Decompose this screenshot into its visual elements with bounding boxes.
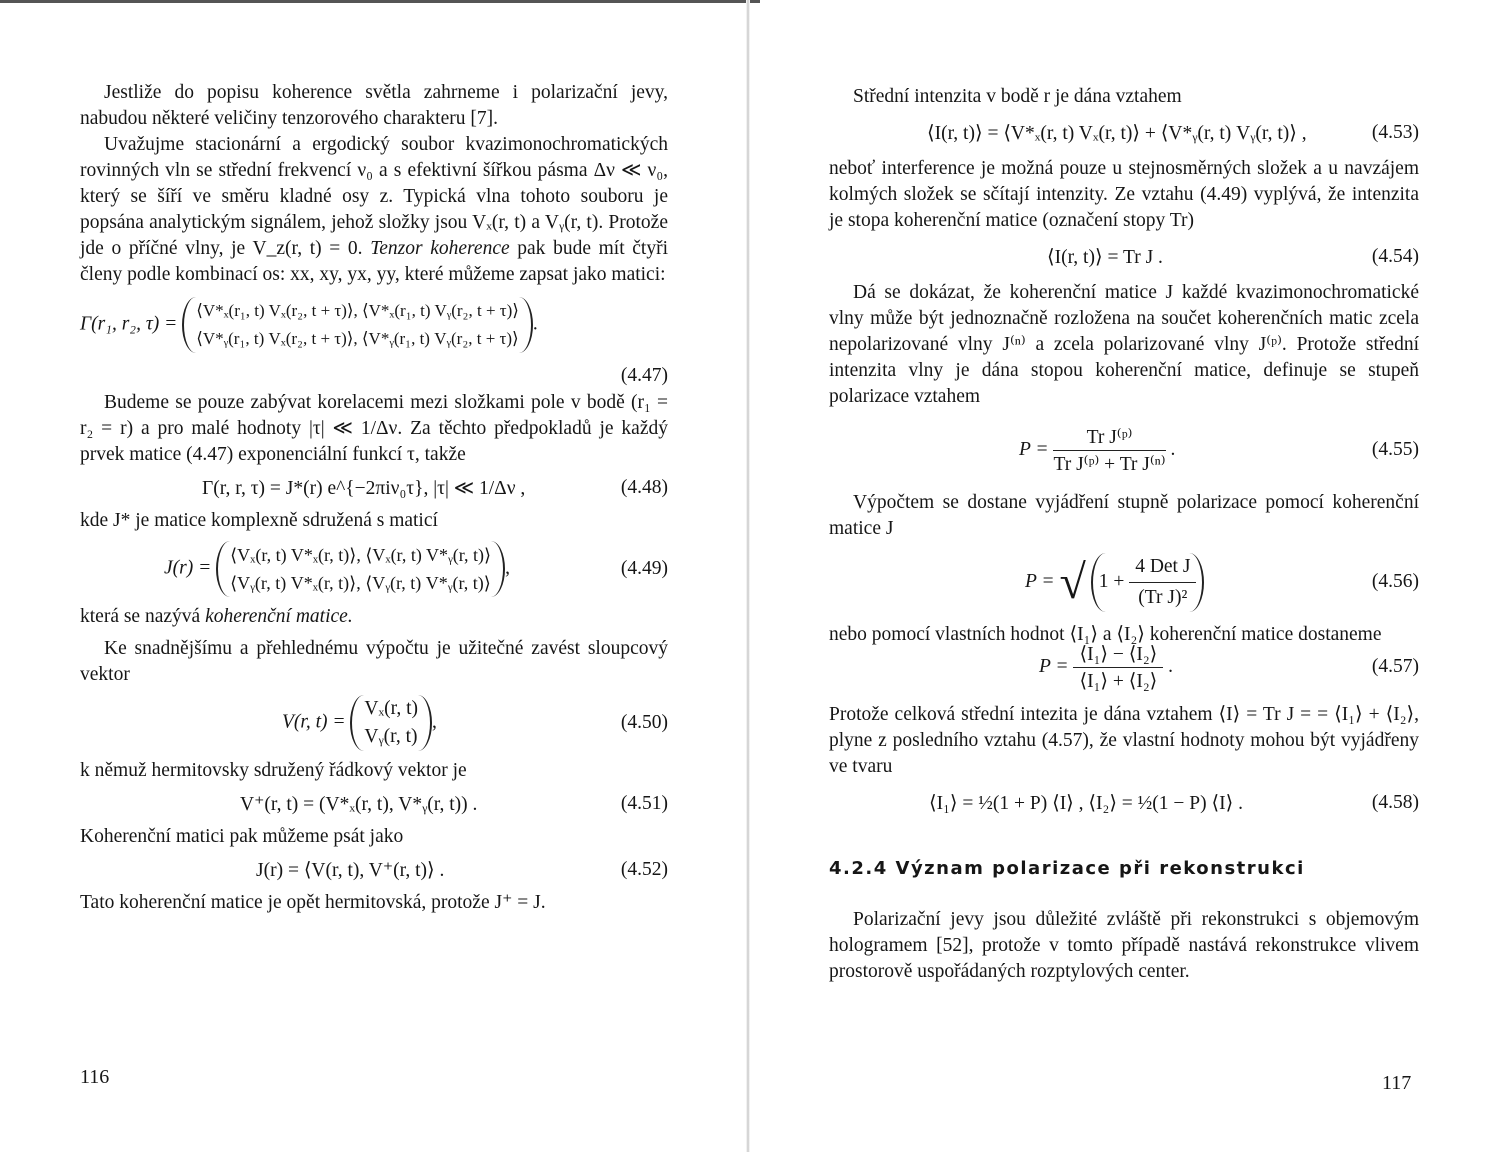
eq447-number: (4.47) xyxy=(620,365,668,386)
equation-4-50 xyxy=(80,688,668,758)
eq454-number: (4.54) xyxy=(1371,246,1419,267)
sqrt-icon: √ xyxy=(1059,555,1086,609)
equation-4-53 xyxy=(829,110,1419,156)
eq457-tail: . xyxy=(1168,655,1173,677)
paragraph-mean-intensity: Střední intenzita v bodě r je dána vztahem xyxy=(853,86,1182,107)
paragraph-conjugate: kde J* je matice komplexně sdružená s maticí xyxy=(80,510,438,531)
eq450-number: (4.50) xyxy=(620,712,668,733)
equation-4-47 xyxy=(80,288,668,362)
equation-4-55 xyxy=(829,410,1419,490)
paragraph-correlations: Budeme se pouze zabývat korelacemi mezi složkami pole v bodě (r₁ = r₂ = r) a pro malé hodnoty |τ| ≪ 1/Δν. Za těchto předpokladů je každý prvek matice (4.47) exponenciální funkcí τ, takže xyxy=(80,392,668,465)
paragraph-total-intensity: Protože celková střední intezita je dána vztahem ⟨I⟩ = Tr J = = ⟨I₁⟩ + ⟨I₂⟩, plyne z posledního vztahu (4.57), že vlastní hodnoty mohou být vyjádřeny ve tvaru xyxy=(829,704,1419,777)
left-text-column xyxy=(80,80,668,916)
section-heading: 4.2.4 Význam polarizace při rekonstrukci xyxy=(829,858,1305,879)
eq455-denominator: Tr J⁽ᵖ⁾ + Tr J⁽ⁿ⁾ xyxy=(1053,453,1166,475)
paragraph-stationary-text: Uvažujme stacionární a ergodický soubor kvazimonochromatických rovinných vln se střední frekvencí ν₀ a s efektivní šířkou pásma Δν ≪ ν₀, který se šíří ve směru kladné osy z. Typická vlna tohoto souboru je popsána analytickým signálem, jehož složky jsou Vₓ(r, t) a Vᵧ(r, t). Protože jde o příčné vlny, je V_z(r, t) = 0. xyxy=(80,134,668,259)
eq455-fraction xyxy=(1053,425,1165,476)
eq453-body: ⟨I(r, t)⟩ = ⟨V*ₓ(r, t) Vₓ(r, t)⟩ + ⟨V*ᵧ(r, t) Vᵧ(r, t)⟩ , xyxy=(927,123,1307,144)
equation-4-49 xyxy=(80,534,668,604)
eq449-row1: ⟨Vₓ(r, t) V*ₓ(r, t)⟩, ⟨Vₓ(r, t) V*ᵧ(r, t)⟩ xyxy=(230,545,492,565)
eq454-body: ⟨I(r, t)⟩ = Tr J . xyxy=(1047,247,1163,268)
paragraph-hermitian: Tato koherenční matice je opět hermitovská, protože J⁺ = J. xyxy=(80,892,546,913)
eq447-lhs: Γ(r₁, r₂, τ) = xyxy=(80,313,178,335)
equation-4-51 xyxy=(80,784,668,824)
paragraph-decomposition: Dá se dokázat, že koherenční matice J každé kvazimonochromatické vlny může být jednoznačně rozložena na součet koherenčních matic zcela nepolarizované vlny J⁽ⁿ⁾ a zcela polarizované vlny J⁽ᵖ⁾. Protože střední intenzita vlny je dána stopou koherenční matice, definuje se stupeň polarizace vztahem xyxy=(829,282,1419,407)
paragraph-reconstruction: Polarizační jevy jsou důležité zvláště při rekonstrukci s objemovým hologramem [52], protože v tomto případě nastává rekonstrukce vlivem prostorově uspořádaných rozptylových center. xyxy=(829,909,1419,982)
paragraph-coherence-text: která se nazývá xyxy=(80,606,206,627)
paragraph-column-vector: Ke snadnějšímu a přehlednému výpočtu je užitečné zavést sloupcový vektor xyxy=(80,638,668,685)
eq448-body: Γ(r, r, τ) = J*(r) e^{−2πiν₀τ}, |τ| ≪ 1/Δν , xyxy=(202,478,526,499)
page-number-left: 116 xyxy=(80,1066,110,1088)
eq449-row2: ⟨Vᵧ(r, t) V*ₓ(r, t)⟩, ⟨Vᵧ(r, t) V*ᵧ(r, t)⟩ xyxy=(230,573,491,593)
eq449-number: (4.49) xyxy=(620,558,668,579)
eq452-body: J(r) = ⟨V(r, t), V⁺(r, t)⟩ . xyxy=(256,860,445,881)
equation-4-54 xyxy=(829,234,1419,280)
eq456-fraction xyxy=(1129,553,1196,612)
eq453-number: (4.53) xyxy=(1371,122,1419,143)
paragraph-stationary-ensemble xyxy=(80,132,668,288)
paragraph-interference: neboť interference je možná pouze u stejnosměrných složek a u navzájem kolmých složek se sčítají intenzity. Ze vztahu (4.49) vyplývá, že intenzita je stopa koherenční matice (označení stopy Tr) xyxy=(829,158,1419,231)
eq451-body: V⁺(r, t) = (V*ₓ(r, t), V*ᵧ(r, t)) . xyxy=(240,794,478,815)
equation-4-56 xyxy=(829,542,1419,622)
eq456-one: 1 + xyxy=(1098,570,1125,592)
eq457-fraction xyxy=(1073,642,1163,693)
right-page xyxy=(752,0,1506,1152)
eq450-lhs: V(r, t) = xyxy=(282,711,346,733)
equation-4-57 xyxy=(829,638,1419,696)
paragraph-matrix-form: Koherenční matici pak můžeme psát jako xyxy=(80,826,404,847)
term-coherence-tensor: Tenzor koherence xyxy=(370,238,510,259)
eq449-tail: , xyxy=(505,557,510,579)
eq456-numerator: 4 Det J xyxy=(1129,553,1196,583)
left-page xyxy=(0,0,748,1152)
eq457-number: (4.57) xyxy=(1371,656,1419,677)
eq456-number: (4.56) xyxy=(1371,571,1419,592)
eq456-sqrt xyxy=(1059,553,1204,612)
eq448-number: (4.48) xyxy=(620,477,668,498)
eq447-row1: ⟨V*ₓ(r₁, t) Vₓ(r₂, t + τ)⟩, ⟨V*ₓ(r₁, t) Vᵧ(r₂, t + τ)⟩ xyxy=(196,301,519,320)
eq449-lhs: J(r) = xyxy=(164,557,212,579)
eq457-lhs: P = xyxy=(1039,655,1069,677)
eq455-tail: . xyxy=(1170,438,1176,460)
paragraph-stationary-tail: pak bude mít čtyři členy podle kombinací os: xx, xy, yx, yy, které můžeme zapsat jako matici: xyxy=(80,238,668,285)
page-number-right: 117 xyxy=(1382,1072,1412,1094)
eq450-tail: , xyxy=(432,711,437,733)
equation-4-48 xyxy=(80,468,668,508)
eq451-number: (4.51) xyxy=(620,793,668,814)
eq455-numerator: Tr J⁽ᵖ⁾ xyxy=(1053,425,1165,451)
eq458-body: ⟨I₁⟩ = ½(1 + P) ⟨I⟩ , ⟨I₂⟩ = ½(1 − P) ⟨I⟩ . xyxy=(929,793,1243,814)
eq457-denominator: ⟨I₁⟩ + ⟨I₂⟩ xyxy=(1079,670,1158,692)
eq447-matrix xyxy=(182,297,533,353)
eq447-row2: ⟨V*ᵧ(r₁, t) Vₓ(r₂, t + τ)⟩, ⟨V*ᵧ(r₁, t) Vᵧ(r₂, t + τ)⟩ xyxy=(196,329,519,348)
eq450-row2: Vᵧ(r, t) xyxy=(364,726,418,747)
eq450-vector xyxy=(350,695,432,751)
equation-4-58 xyxy=(829,780,1419,826)
eq457-numerator: ⟨I₁⟩ − ⟨I₂⟩ xyxy=(1073,642,1163,668)
eq447-tail: . xyxy=(532,313,538,335)
eq458-number: (4.58) xyxy=(1371,792,1419,813)
eq455-number: (4.55) xyxy=(1371,439,1419,460)
term-coherence-matrix: koherenční matice. xyxy=(205,606,353,627)
eq450-row1: Vₓ(r, t) xyxy=(364,698,419,719)
paragraph-coherence-matrix xyxy=(80,604,668,630)
eq452-number: (4.52) xyxy=(620,859,668,880)
paragraph-intro: Jestliže do popisu koherence světla zahrneme i polarizační jevy, nabudou některé veličiny tenzorového charakteru [7]. xyxy=(80,82,668,129)
equation-4-52 xyxy=(80,850,668,890)
equation-4-47-number-row xyxy=(80,362,668,390)
eq449-matrix xyxy=(216,541,505,597)
paragraph-row-vector: k němuž hermitovsky sdružený řádkový vektor je xyxy=(80,760,467,781)
eq456-lhs: P = xyxy=(1025,570,1055,592)
eq456-denominator: (Tr J)² xyxy=(1138,586,1188,608)
paragraph-eigenvalues: nebo pomocí vlastních hodnot ⟨I₁⟩ a ⟨I₂⟩ koherenční matice dostaneme xyxy=(829,624,1382,645)
eq455-lhs: P = xyxy=(1019,438,1049,460)
right-text-column xyxy=(829,84,1419,985)
paragraph-calculation: Výpočtem se dostane vyjádření stupně polarizace pomocí koherenční matice J xyxy=(829,492,1419,539)
